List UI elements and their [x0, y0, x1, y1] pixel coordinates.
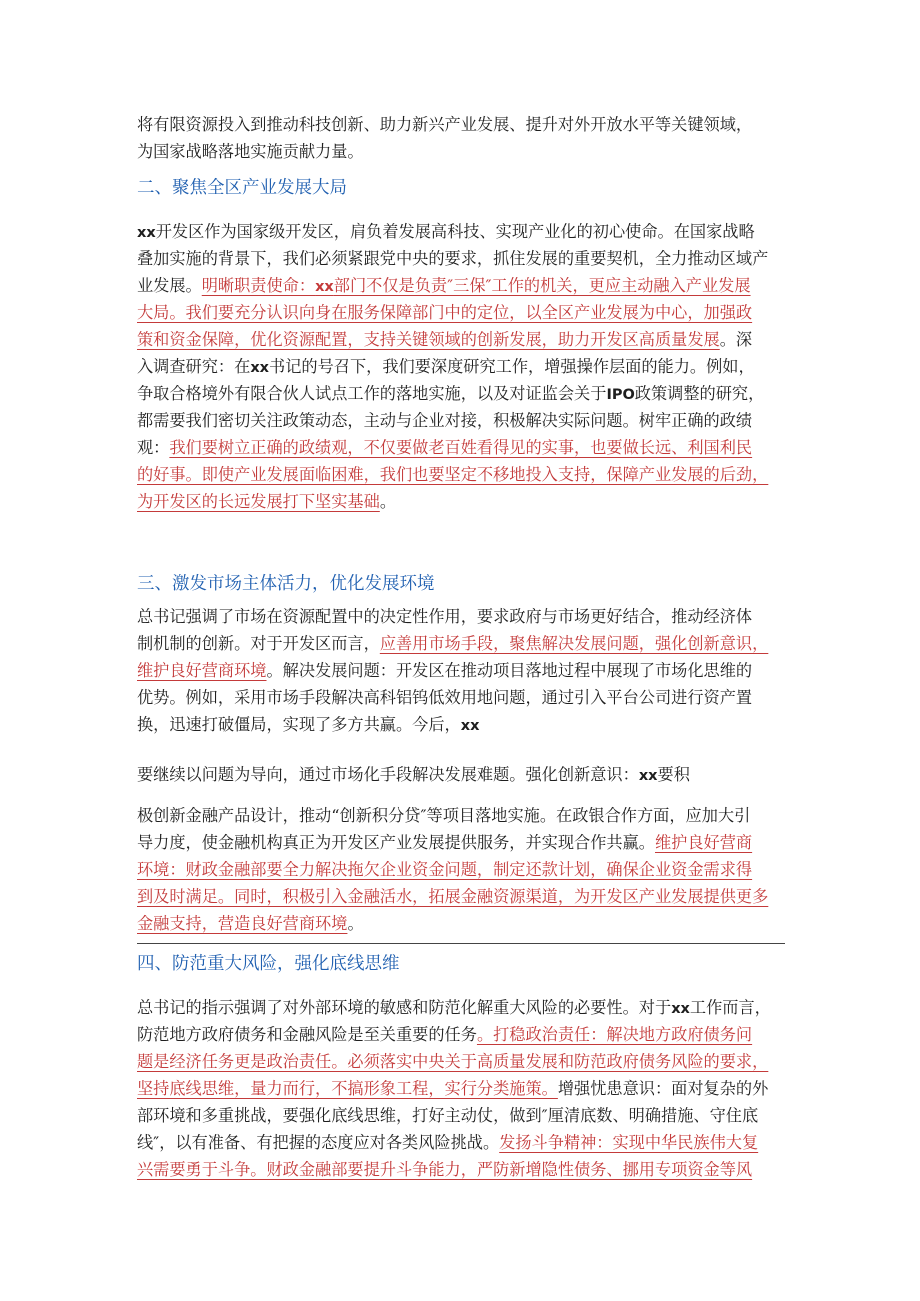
text-run: 业发展。 [137, 276, 202, 295]
text-run: 。 [379, 492, 396, 511]
text-line [137, 761, 797, 788]
highlighted-text: xx [315, 279, 334, 295]
text-line: 为国家战略落地实施贡献力量。 [137, 142, 364, 161]
text-run: 。 [347, 914, 364, 933]
paragraph-finance [137, 802, 797, 937]
highlighted-text: 。打稳政治责任：解决地方政府债务问 [476, 1025, 753, 1044]
text-line [137, 407, 797, 434]
text-line [137, 299, 797, 326]
text-run: 优势。例如，采用市场手段解决高科铝钨低效用地问题，通过引入平台公司进行资产置 [137, 688, 753, 707]
section-heading-4: 四、防范重大风险，强化底线思维 [137, 954, 400, 974]
text-line [137, 1156, 797, 1183]
highlighted-text: 到及时满足。同时，积极引入金融活水，拓展金融资源渠道，为开发区产业发展提供更多 [137, 887, 769, 906]
text-run: xx [671, 1001, 690, 1017]
section-heading-2: 二、聚焦全区产业发展大局 [137, 178, 347, 198]
text-run: IPO [606, 387, 635, 403]
text-run: 线″，以有准备、有把握的态度应对各类风险挑战。 [137, 1133, 500, 1152]
highlighted-text: 明晰职责使命： [201, 276, 316, 295]
text-line [137, 630, 797, 657]
paragraph-section-2 [137, 218, 797, 515]
highlighted-text: 维护良好营商环境 [137, 661, 267, 680]
text-run: 防范地方政府债务和金融风险是至关重要的任务 [137, 1025, 477, 1044]
section-heading-3: 三、激发市场主体活力，优化发展环境 [137, 574, 435, 594]
text-line [137, 657, 797, 684]
text-line [137, 1075, 797, 1102]
text-run: xx [460, 718, 480, 734]
highlighted-text: 部门不仅是负责″三保″工作的机关，更应主动融入产业发展 [333, 276, 751, 295]
text-run: 。深 [719, 330, 753, 349]
text-run: 开发区作为国家级开发区，肩负着发展高科技、实现产业化的初心使命。在国家战略 [155, 222, 755, 241]
text-run: xx [638, 768, 658, 784]
text-run: 工作而言， [689, 998, 771, 1017]
text-run: 叠加实施的背景下，我们必须紧跟党中央的要求，抓住发展的重要契机，全力推动区域产 [137, 249, 769, 268]
text-run: 书记的号召下，我们要深度研究工作，增强操作层面的能力。例如， [269, 357, 755, 376]
text-line [137, 218, 797, 245]
text-run: 总书记强调了市场在资源配置中的决定性作用，要求政府与市场更好结合，推动经济体 [137, 607, 753, 626]
highlighted-text: 维护良好营商 [655, 833, 753, 852]
text-line [137, 1021, 797, 1048]
text-run: 导力度，使金融机构真正为开发区产业发展提供服务，并实现合作共赢。 [137, 833, 655, 852]
text-run: xx [250, 360, 270, 376]
text-line [137, 883, 797, 910]
text-run: 都需要我们密切关注政策动态，主动与企业对接，积极解决实际问题。树牢正确的政绩 [137, 411, 753, 430]
text-run: 换，迅速打破僵局，实现了多方共赢。今后， [137, 715, 461, 734]
text-line [137, 245, 797, 272]
highlighted-text: 环境：财政金融部要全力解决拖欠企业资金问题，制定还款计划，确保企业资金需求得 [137, 860, 753, 879]
paragraph-continued [137, 761, 797, 788]
text-line [137, 461, 797, 488]
text-line [137, 353, 797, 380]
text-line [137, 856, 797, 883]
text-run: 极创新金融产品设计，推动“创新积分贷″等项目落地实施。在政银合作方面，应加大引 [137, 806, 751, 825]
text-run: 总书记的指示强调了对外部环境的敏感和防范化解重大风险的必要性。对于 [137, 998, 672, 1017]
horizontal-divider [137, 943, 785, 944]
highlighted-text: 兴需要勇于斗争。财政金融部要提升斗争能力，严防新增隐性债务、挪用专项资金等风 [137, 1160, 753, 1179]
text-run: xx [137, 225, 156, 241]
highlighted-text: 为开发区的长远发展打下坚实基础 [137, 492, 380, 511]
text-line: 将有限资源投入到推动科技创新、助力新兴产业发展、提升对外开放水平等关键领域， [137, 115, 753, 134]
text-line [137, 994, 797, 1021]
text-line [137, 326, 797, 353]
text-run: 入调查研究：在 [137, 357, 251, 376]
text-line [137, 603, 797, 630]
text-run: 部环境和多重挑战，要强化底线思维，打好主动仗，做到″厘清底数、明确措施、守住底 [137, 1106, 759, 1125]
text-run: 要积 [657, 765, 690, 784]
paragraph-section-4 [137, 994, 797, 1183]
text-line [137, 272, 797, 299]
text-run: 要继续以问题为导向，通过市场化手段解决发展难题。强化创新意识： [137, 765, 639, 784]
highlighted-text: 金融支持，营造良好营商环境 [137, 914, 348, 933]
text-run: 争取合格境外有限合伙人试点工作的落地实施，以及对证监会关于 [137, 384, 607, 403]
text-line [137, 711, 797, 738]
text-run: 。解决发展问题：开发区在推动项目落地过程中展现了市场化思维的 [266, 661, 753, 680]
text-run: 增强忧患意识：面对复杂的外 [557, 1079, 769, 1098]
highlighted-text: 坚持底线思维，量力而行，不搞形象工程，实行分类施策。 [137, 1079, 558, 1098]
text-line [137, 1129, 797, 1156]
text-line [137, 829, 797, 856]
text-run: 政策调整的研究， [634, 384, 765, 403]
text-run: 观： [137, 438, 170, 457]
paragraph-intro [137, 111, 797, 165]
highlighted-text: 题是经济任务更是政治责任。必须落实中央关于高质量发展和防范政府债务风险的要求， [137, 1052, 769, 1071]
text-line [137, 684, 797, 711]
text-line [137, 488, 797, 515]
highlighted-text: 大局。我们要充分认识向身在服务保障部门中的定位，以全区产业发展为中心，加强政 [137, 303, 753, 322]
text-line [137, 802, 797, 829]
highlighted-text: 发扬斗争精神：实现中华民族伟大复 [499, 1133, 759, 1152]
text-line [137, 1102, 797, 1129]
paragraph-section-3 [137, 603, 797, 738]
text-line [137, 380, 797, 407]
highlighted-text: 策和资金保障，优化资源配置，支持关键领域的创新发展，助力开发区高质量发展 [137, 330, 720, 349]
text-line [137, 910, 797, 937]
text-line [137, 1048, 797, 1075]
text-run: 制机制的创新。对于开发区而言， [137, 634, 380, 653]
highlighted-text: 应善用市场手段，聚焦解决发展问题，强化创新意识， [379, 634, 769, 653]
text-line [137, 434, 797, 461]
highlighted-text: 的好事。即使产业发展面临困难，我们也要坚定不移地投入支持，保障产业发展的后劲， [137, 465, 769, 484]
highlighted-text: 我们要树立正确的政绩观，不仅要做老百姓看得见的实事，也要做长远、利国利民 [169, 438, 753, 457]
